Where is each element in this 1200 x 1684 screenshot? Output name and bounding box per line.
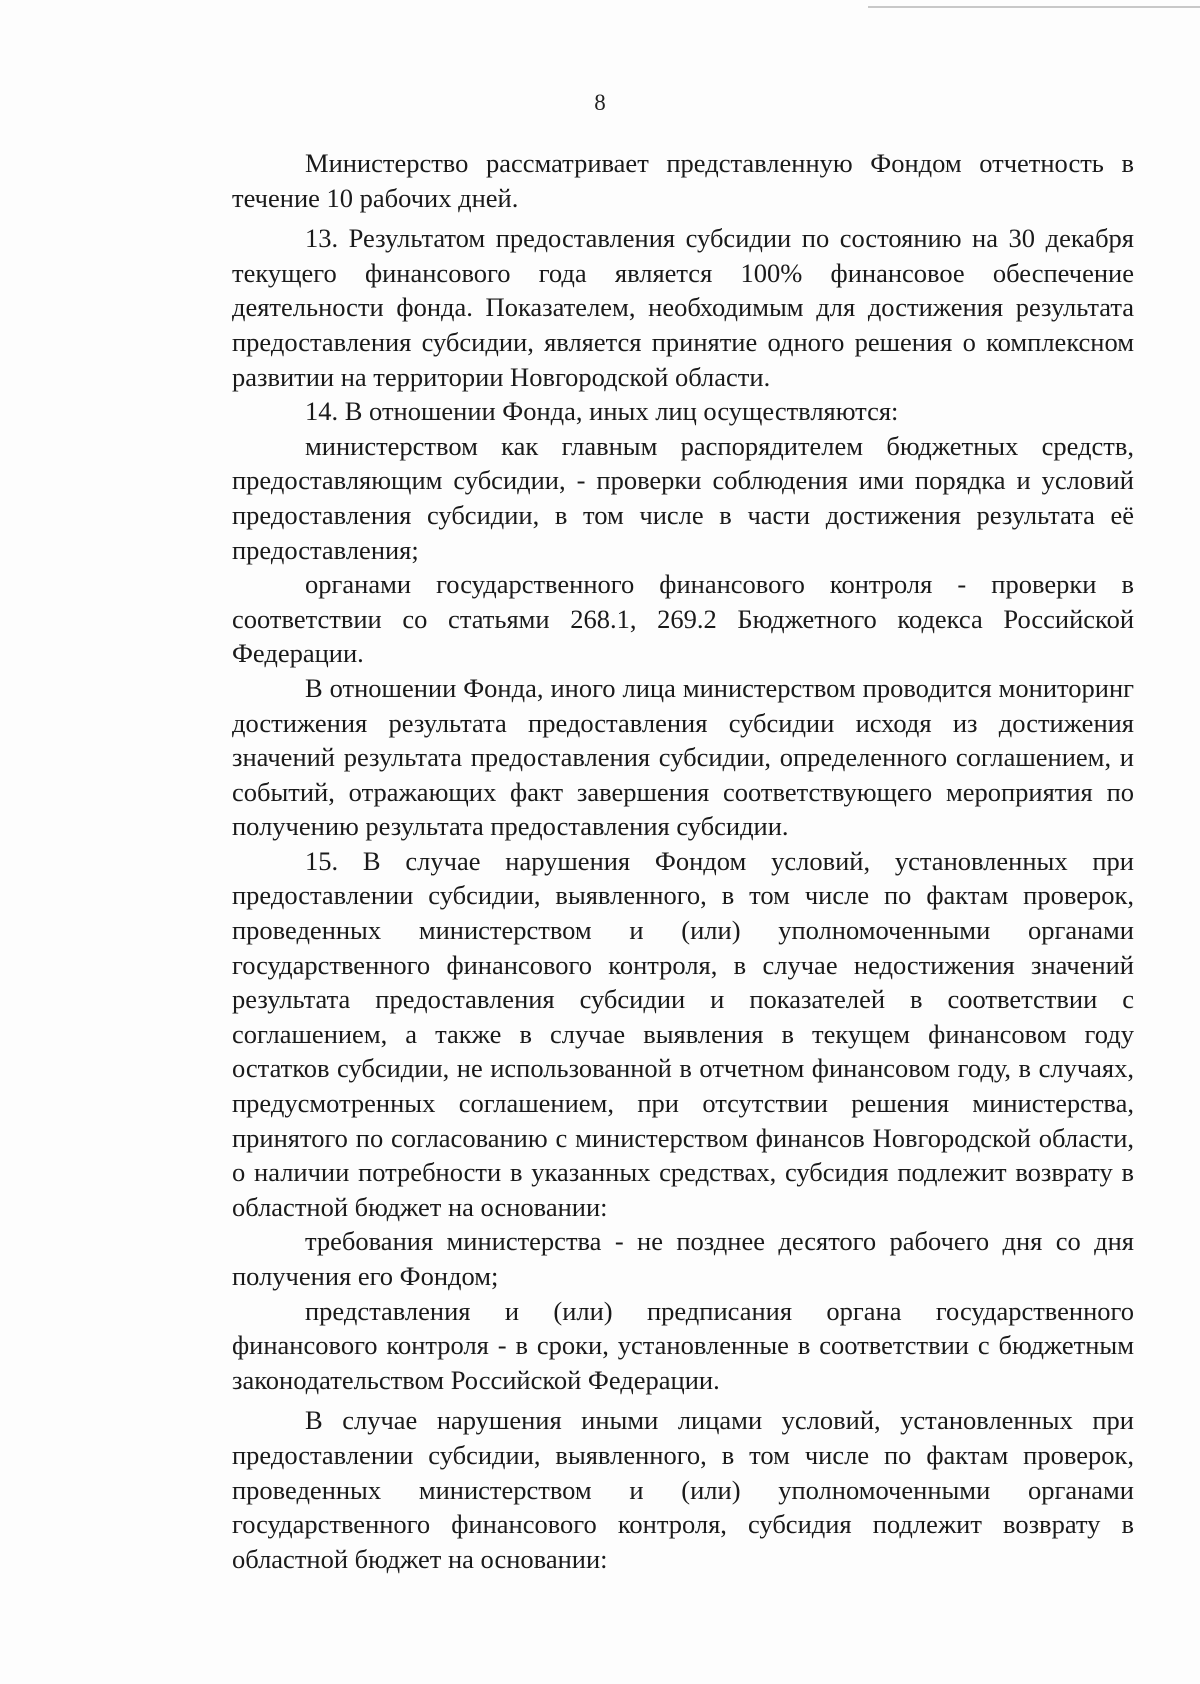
paragraph-13-result: 13. Результатом предоставления субсидии по состоянию на 30 декабря текущего финансового года является 100% финансовое обеспечение деятельности фонда. Показателем, необходимым для достижения результата предоставления субсидии, является принятие одного решения о комплексном развитии на территории Новгородской области. xyxy=(232,223,1134,392)
page-number: 8 xyxy=(594,90,606,115)
paragraph-state-control-checks: органами государственного финансового контроля - проверки в соответствии со статьями 268.1, 269.2 Бюджетного кодекса Российской Федерации. xyxy=(232,569,1134,669)
paragraph-other-persons-violations: В случае нарушения иными лицами условий, установленных при предоставлении субсидии, выявленного, в том числе по фактам проверок, проведенных министерством и (или) уполномоченными органами государственного финансового контроля, субсидия подлежит возврату в областной бюджет на основании: xyxy=(232,1405,1134,1574)
paragraph-report-review: Министерство рассматривает представленную Фондом отчетность в течение 10 рабочих дней. xyxy=(232,148,1134,213)
scan-edge-line xyxy=(868,6,1200,8)
paragraph-monitoring: В отношении Фонда, иного лица министерством проводится мониторинг достижения результата предоставления субсидии исходя из достижения значений результата предоставления субсидии, определенного соглашением, и событий, отражающих факт завершения соответствующего мероприятия по получению результата предоставления субсидии. xyxy=(232,672,1134,842)
paragraph-control-order: представления и (или) предписания органа государственного финансового контроля - в сроки, установленные в соответствии с бюджетным законодательством Российской Федерации. xyxy=(232,1295,1134,1395)
paragraph-ministry-checks: министерством как главным распорядителем бюджетных средств, предоставляющим субсидии, - проверки соблюдения ими порядка и условий предоставления субсидии, в том числе в части достижения результата её предоставления; xyxy=(232,430,1134,565)
document-body xyxy=(232,146,1134,1576)
paragraph-ministry-demand: требования министерства - не позднее десятого рабочего дня со дня получения его Фондом; xyxy=(232,1226,1134,1291)
paragraph-14-control: 14. В отношении Фонда, иных лиц осуществляются: xyxy=(305,396,899,427)
paragraph-15-violations: 15. В случае нарушения Фондом условий, установленных при предоставлении субсидии, выявленного, в том числе по фактам проверок, проведенных министерством и (или) уполномоченными органами государственного финансового контроля, в случае недостижения значений результата предоставления субсидии и показателей в соответствии с соглашением, а также в случае выявления в текущем финансовом году остатков субсидии, не использованной в отчетном финансовом году, в случаях, предусмотренных соглашением, при отсутствии решения министерства, принятого по согласованию с министерством финансов Новгородской области, о наличии потребности в указанных средствах, субсидия подлежит возврату в областной бюджет на основании: xyxy=(232,845,1134,1222)
